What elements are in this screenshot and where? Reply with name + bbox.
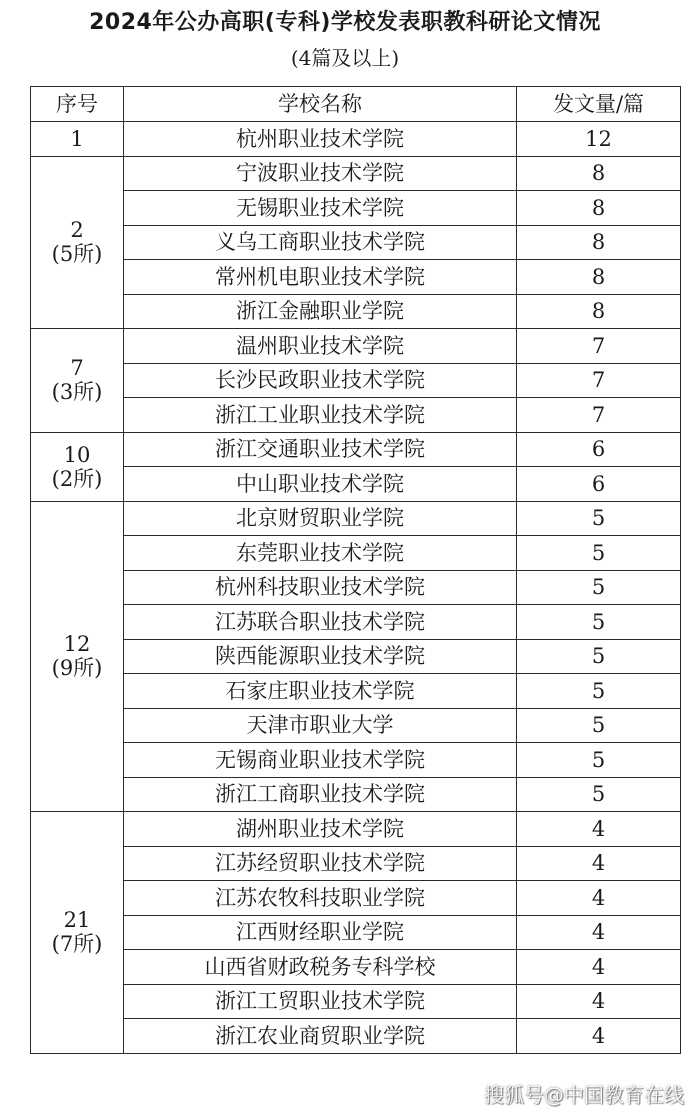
table-row (31, 191, 681, 226)
school-name-cell: 杭州职业技术学院 (124, 122, 517, 157)
header-rank: 序号 (31, 87, 124, 122)
school-name-cell: 江苏农牧科技职业学院 (124, 881, 517, 916)
table-row (31, 156, 681, 191)
table-row (31, 225, 681, 260)
paper-count-cell: 5 (517, 708, 681, 743)
school-name-cell: 浙江金融职业学院 (124, 294, 517, 329)
table-row (31, 915, 681, 950)
header-school: 学校名称 (124, 87, 517, 122)
table-row (31, 984, 681, 1019)
paper-count-cell: 4 (517, 846, 681, 881)
table-row (31, 329, 681, 364)
table-row (31, 398, 681, 433)
table-row (31, 743, 681, 778)
rank-group-count: (2所) (51, 466, 103, 491)
paper-count-cell: 4 (517, 950, 681, 985)
paper-count-cell: 4 (517, 881, 681, 916)
table-row (31, 294, 681, 329)
school-name-cell: 北京财贸职业学院 (124, 501, 517, 536)
school-name-cell: 常州机电职业技术学院 (124, 260, 517, 295)
source-watermark: 搜狐号@中国教育在线 (484, 1083, 684, 1107)
school-name-cell: 温州职业技术学院 (124, 329, 517, 364)
rank-group-count: (5所) (51, 242, 103, 267)
school-name-cell: 浙江交通职业技术学院 (124, 432, 517, 467)
school-name-cell: 江西财经职业学院 (124, 915, 517, 950)
table-row (31, 570, 681, 605)
paper-count-cell: 5 (517, 536, 681, 571)
rank-cell (31, 329, 124, 433)
paper-count-cell: 5 (517, 639, 681, 674)
table-body (31, 122, 681, 1054)
table-row (31, 432, 681, 467)
school-name-cell: 浙江工商职业技术学院 (124, 777, 517, 812)
paper-count-cell: 7 (517, 329, 681, 364)
table-row (31, 501, 681, 536)
paper-count-cell: 5 (517, 605, 681, 640)
paper-count-cell: 4 (517, 915, 681, 950)
rank-group-count: (7所) (51, 932, 103, 957)
school-name-cell: 浙江农业商贸职业学院 (124, 1019, 517, 1054)
paper-count-cell: 6 (517, 467, 681, 502)
school-name-cell: 湖州职业技术学院 (124, 812, 517, 847)
school-name-cell: 义乌工商职业技术学院 (124, 225, 517, 260)
school-name-cell: 江苏联合职业技术学院 (124, 605, 517, 640)
table-row (31, 777, 681, 812)
paper-count-cell: 4 (517, 984, 681, 1019)
paper-count-cell: 4 (517, 812, 681, 847)
paper-count-cell: 5 (517, 743, 681, 778)
paper-count-cell: 5 (517, 570, 681, 605)
table-row (31, 122, 681, 157)
table-row (31, 605, 681, 640)
rank-number: 10 (63, 442, 91, 467)
rank-cell (31, 432, 124, 501)
rank-number: 1 (70, 126, 84, 151)
table-row (31, 467, 681, 502)
table-row (31, 536, 681, 571)
page-subtitle: (4篇及以上) (290, 46, 400, 70)
rank-number: 7 (70, 356, 84, 381)
rank-number: 2 (70, 218, 84, 243)
ranking-table (30, 86, 681, 1054)
rank-number: 12 (63, 632, 91, 657)
paper-count-cell: 12 (517, 122, 681, 157)
table-row (31, 674, 681, 709)
rank-cell (31, 122, 124, 157)
paper-count-cell: 5 (517, 501, 681, 536)
table-row (31, 260, 681, 295)
paper-count-cell: 7 (517, 363, 681, 398)
paper-count-cell: 6 (517, 432, 681, 467)
paper-count-cell: 4 (517, 1019, 681, 1054)
school-name-cell: 陕西能源职业技术学院 (124, 639, 517, 674)
school-name-cell: 长沙民政职业技术学院 (124, 363, 517, 398)
table-row (31, 846, 681, 881)
paper-count-cell: 8 (517, 156, 681, 191)
table-row (31, 708, 681, 743)
table-row (31, 812, 681, 847)
rank-cell (31, 156, 124, 329)
table-row (31, 1019, 681, 1054)
paper-count-cell: 8 (517, 294, 681, 329)
school-name-cell: 石家庄职业技术学院 (124, 674, 517, 709)
school-name-cell: 江苏经贸职业技术学院 (124, 846, 517, 881)
school-name-cell: 无锡职业技术学院 (124, 191, 517, 226)
school-name-cell: 浙江工贸职业技术学院 (124, 984, 517, 1019)
school-name-cell: 天津市职业大学 (124, 708, 517, 743)
rank-cell (31, 812, 124, 1054)
school-name-cell: 杭州科技职业技术学院 (124, 570, 517, 605)
paper-count-cell: 8 (517, 260, 681, 295)
table-row (31, 881, 681, 916)
paper-count-cell: 7 (517, 398, 681, 433)
table-row (31, 363, 681, 398)
school-name-cell: 无锡商业职业技术学院 (124, 743, 517, 778)
table-row (31, 639, 681, 674)
rank-number: 21 (63, 908, 91, 933)
page-title: 2024年公办高职(专科)学校发表职教科研论文情况 (89, 10, 601, 35)
school-name-cell: 浙江工业职业技术学院 (124, 398, 517, 433)
table-header-row (31, 87, 681, 122)
school-name-cell: 中山职业技术学院 (124, 467, 517, 502)
rank-cell (31, 501, 124, 812)
school-name-cell: 山西省财政税务专科学校 (124, 950, 517, 985)
paper-count-cell: 5 (517, 777, 681, 812)
rank-group-count: (9所) (51, 656, 103, 681)
table-row (31, 950, 681, 985)
paper-count-cell: 8 (517, 191, 681, 226)
paper-count-cell: 5 (517, 674, 681, 709)
school-name-cell: 东莞职业技术学院 (124, 536, 517, 571)
paper-count-cell: 8 (517, 225, 681, 260)
header-count: 发文量/篇 (517, 87, 681, 122)
school-name-cell: 宁波职业技术学院 (124, 156, 517, 191)
rank-group-count: (3所) (51, 380, 103, 405)
